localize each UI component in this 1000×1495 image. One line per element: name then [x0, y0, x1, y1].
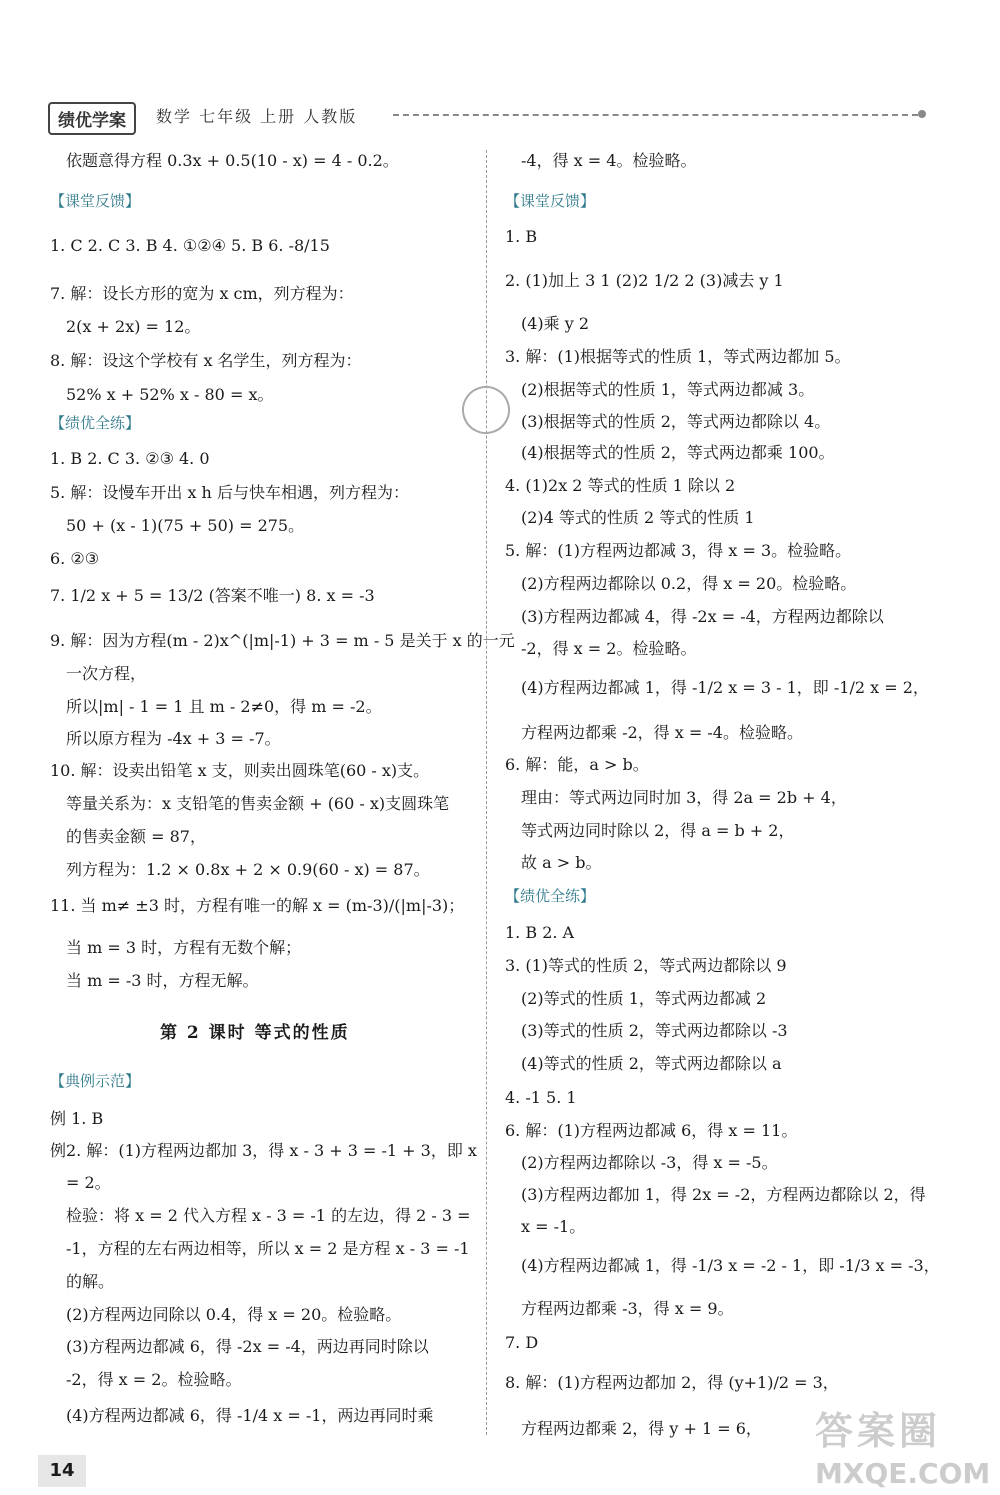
answer-line: 的售卖金额 = 87， — [66, 827, 206, 846]
answer-line: (4)根据等式的性质 2，等式两边都乘 100。 — [521, 443, 835, 462]
answer-line: 理由：等式两边同时加 3，得 2a = 2b + 4， — [521, 788, 847, 807]
column-divider — [486, 150, 487, 1435]
answer-line: 3. 解：(1)根据等式的性质 1，等式两边都加 5。 — [505, 347, 851, 366]
answer-line: 一次方程， — [66, 664, 147, 683]
answer-line: (4)等式的性质 2，等式两边都除以 a — [521, 1054, 782, 1073]
section-heading: 【绩优全练】 — [50, 414, 141, 432]
answer-line: (3)等式的性质 2，等式两边都除以 -3 — [521, 1021, 788, 1040]
answer-line: 8. 解：(1)方程两边都加 2，得 (y+1)/2 = 3， — [505, 1373, 839, 1392]
answer-line: 1. B 2. C 3. ②③ 4. 0 — [50, 449, 210, 468]
answer-line: 所以原方程为 -4x + 3 = -7。 — [66, 729, 281, 748]
answer-line: 11. 当 m≠ ±3 时，方程有唯一的解 x = (m-3)/(|m|-3)； — [50, 896, 465, 915]
answer-line: 6. 解：(1)方程两边都减 6，得 x = 11。 — [505, 1121, 798, 1140]
answer-line: x = -1。 — [521, 1217, 586, 1236]
answer-line: 列方程为：1.2 × 0.8x + 2 × 0.9(60 - x) = 87。 — [66, 860, 430, 879]
brand-logo: 绩优学案 — [48, 102, 136, 135]
answer-line: (2)4 等式的性质 2 等式的性质 1 — [521, 508, 755, 527]
answer-line: 当 m = -3 时，方程无解。 — [66, 971, 259, 990]
answer-line: 方程两边都乘 -3，得 x = 9。 — [521, 1299, 734, 1318]
answer-line: 当 m = 3 时，方程有无数个解； — [66, 938, 302, 957]
answer-line: 的解。 — [66, 1272, 115, 1291]
watermark — [815, 1400, 990, 1490]
answer-line: 故 a > b。 — [521, 853, 602, 872]
answer-line: -4，得 x = 4。检验略。 — [521, 151, 697, 170]
answer-line: 6. ②③ — [50, 549, 100, 568]
page-number: 14 — [38, 1455, 86, 1487]
book-subtitle: 数学 七年级 上册 人教版 — [156, 107, 358, 126]
section-heading: 【课堂反馈】 — [505, 192, 596, 210]
answer-line: 方程两边都乘 2，得 y + 1 = 6， — [521, 1419, 762, 1438]
answer-line: 2. (1)加上 3 1 (2)2 1/2 2 (3)减去 y 1 — [505, 271, 784, 290]
answer-line: (3)根据等式的性质 2，等式两边都除以 4。 — [521, 412, 831, 431]
divider-dot — [918, 110, 926, 118]
answer-line: 3. (1)等式的性质 2，等式两边都除以 9 — [505, 956, 787, 975]
answer-line: -2，得 x = 2。检验略。 — [521, 639, 697, 658]
answer-line: (2)根据等式的性质 1，等式两边都减 3。 — [521, 380, 815, 399]
answer-line: 5. 解：(1)方程两边都减 3，得 x = 3。检验略。 — [505, 541, 852, 560]
answer-line: 等量关系为：x 支铅笔的售卖金额 + (60 - x)支圆珠笔 — [66, 794, 450, 813]
answer-line: (3)方程两边都减 6，得 -2x = -4，两边再同时除以 — [66, 1337, 429, 1356]
answer-line: (2)等式的性质 1，等式两边都减 2 — [521, 989, 767, 1008]
answer-line: (2)方程两边同除以 0.4，得 x = 20。检验略。 — [66, 1305, 402, 1324]
answer-line: 1. B — [505, 227, 538, 246]
answer-line: 10. 解：设卖出铅笔 x 支，则卖出圆珠笔(60 - x)支。 — [50, 761, 430, 780]
section-heading: 【课堂反馈】 — [50, 192, 141, 210]
answer-line: 例 1. B — [50, 1109, 104, 1128]
section-heading: 【绩优全练】 — [505, 887, 596, 905]
answer-line: 50 + (x - 1)(75 + 50) = 275。 — [66, 516, 305, 535]
answer-line: 4. (1)2x 2 等式的性质 1 除以 2 — [505, 476, 736, 495]
watermark-line1: 答案圈 — [815, 1409, 942, 1453]
answer-line: -1，方程的左右两边相等，所以 x = 2 是方程 x - 3 = -1 — [66, 1239, 470, 1258]
answer-line: 例2. 解：(1)方程两边都加 3，得 x - 3 + 3 = -1 + 3，即 x — [50, 1141, 477, 1160]
answer-line: 2(x + 2x) = 12。 — [66, 317, 201, 336]
answer-line: 8. 解：设这个学校有 x 名学生，列方程为： — [50, 351, 362, 370]
answer-line: 方程两边都乘 -2，得 x = -4。检验略。 — [521, 723, 803, 742]
answer-line: 6. 解：能，a > b。 — [505, 755, 649, 774]
answer-line: 5. 解：设慢车开出 x h 后与快车相遇，列方程为： — [50, 483, 409, 502]
answer-line: (3)方程两边都减 4，得 -2x = -4，方程两边都除以 — [521, 607, 884, 626]
answer-line: 等式两边同时除以 2，得 a = b + 2， — [521, 821, 795, 840]
answer-line: (4)方程两边都减 6，得 -1/4 x = -1，两边再同时乘 — [66, 1406, 434, 1425]
stamp-seal — [455, 379, 517, 441]
answer-line: -2，得 x = 2。检验略。 — [66, 1370, 242, 1389]
answer-line: 1. C 2. C 3. B 4. ①②④ 5. B 6. -8/15 — [50, 236, 330, 255]
answer-line: 所以|m| - 1 = 1 且 m - 2≠0，得 m = -2。 — [66, 697, 382, 716]
answer-line: 依题意得方程 0.3x + 0.5(10 - x) = 4 - 0.2。 — [66, 151, 399, 170]
section-heading: 【典例示范】 — [50, 1072, 141, 1090]
answer-line: 检验：将 x = 2 代入方程 x - 3 = -1 的左边，得 2 - 3 = — [66, 1206, 471, 1225]
answer-line: 52% x + 52% x - 80 = x。 — [66, 385, 274, 404]
answer-line: 7. 1/2 x + 5 = 13/2 (答案不唯一) 8. x = -3 — [50, 586, 375, 605]
answer-line: (2)方程两边都除以 0.2，得 x = 20。检验略。 — [521, 574, 857, 593]
answer-line: 9. 解：因为方程(m - 2)x^(|m|-1) + 3 = m - 5 是关于 x 的一元 — [50, 631, 515, 650]
lesson-title: 第 2 课时 等式的性质 — [160, 1023, 350, 1043]
answer-line: 4. -1 5. 1 — [505, 1088, 577, 1107]
page-header — [48, 100, 928, 130]
watermark-line2: MXQE.COM — [815, 1457, 991, 1490]
answer-line: (4)乘 y 2 — [521, 314, 590, 333]
answer-line: (4)方程两边都减 1，得 -1/2 x = 3 - 1，即 -1/2 x = 2， — [521, 678, 929, 697]
answer-line: 7. D — [505, 1333, 539, 1352]
answer-line: (3)方程两边都加 1，得 2x = -2，方程两边都除以 2，得 — [521, 1185, 926, 1204]
answer-line: (2)方程两边都除以 -3，得 x = -5。 — [521, 1153, 778, 1172]
answer-line: 1. B 2. A — [505, 923, 575, 942]
header-divider — [393, 114, 918, 116]
answer-line: (4)方程两边都减 1，得 -1/3 x = -2 - 1，即 -1/3 x = -3， — [521, 1256, 940, 1275]
answer-line: = 2。 — [66, 1173, 111, 1192]
answer-line: 7. 解：设长方形的宽为 x cm，列方程为： — [50, 284, 354, 303]
